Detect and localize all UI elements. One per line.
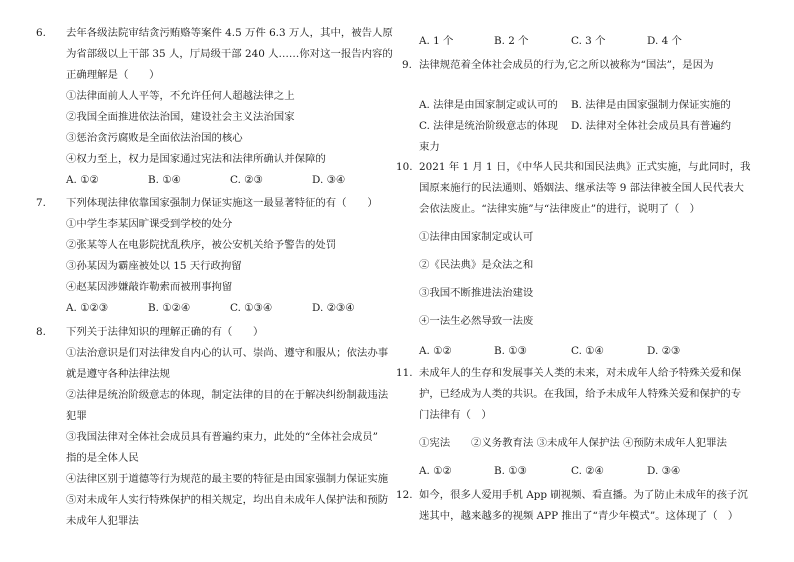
question-11-choice-d: D. ③④ [647,465,681,477]
question-7-item-1: ①中学生李某因旷课受到学校的处分 [66,218,233,230]
question-8-item-3-line-1: ③我国法律对全体社会成员具有普遍约束力，此处的“全体社会成员” [66,431,378,443]
question-10-choice-a: A. ①② [419,345,452,357]
question-8-item-5-line-2: 未成年人犯罪法 [66,515,139,527]
question-10-choice-b: B. ①③ [494,345,527,357]
question-8-choice-d: D. 4 个 [647,35,682,47]
question-8-choice-a: A. 1 个 [419,35,454,47]
question-10-stem-line-1: 2021 年 1 月 1 日，《中华人民共和国民法典》正式实施，与此同时，我 [419,161,751,173]
question-11-stem-line-1: 未成年人的生存和发展事关人类的未来，对未成年人给予特殊关爱和保 [419,367,742,379]
question-8-item-3-line-2: 指的是全体人民 [66,452,139,464]
question-10-choice-d: D. ②③ [647,345,681,357]
question-11-stem-line-2: 护，已经成为人类的共识。在我国，给予未成年人特殊关爱和保护的专 [419,388,742,400]
question-10-stem-line-3: 会依法废止。“法律实施”与“法律废止”的进行，说明了（ ） [419,203,701,215]
question-12-number: 12. [396,489,413,501]
question-7-choice-c: C. ①③④ [230,302,273,314]
question-8-number: 8. [36,326,46,338]
question-11-choice-a: A. ①② [419,465,452,477]
question-7-choice-a: A. ①②③ [66,302,109,314]
question-10-choice-c: C. ①④ [571,345,604,357]
question-8-item-1-line-1: ①法治意识是们对法律发自内心的认可、崇尚、遵守和服从；依法办事 [66,347,389,359]
question-6-choice-a: A. ①② [66,174,99,186]
question-8-choice-c: C. 3 个 [571,35,606,47]
question-8-choice-b: B. 2 个 [494,35,529,47]
question-10-stem-line-2: 国原来施行的民法通则、婚姻法、继承法等 9 部法律被全国人民代表大 [419,182,744,194]
question-9-option-d-continued: 束力 [419,141,440,153]
question-6-item-2: ②我国全面推进依法治国，建设社会主义法治国家 [66,111,295,123]
question-6-choice-b: B. ①④ [148,174,181,186]
question-6-item-4: ④权力至上，权力是国家通过宪法和法律所确认并保障的 [66,153,326,165]
question-8-item-5-line-1: ⑤对未成年人实行特殊保护的相关规定，均出自未成年人保护法和预防 [66,494,389,506]
question-8-item-4: ④法律区别于道德等行为规范的最主要的特征是由国家强制力保证实施 [66,473,389,485]
question-9-stem: 法律规范着全体社会成员的行为,它之所以被称为“国法”，是因为 [419,59,714,71]
question-6-stem-line-1: 去年各级法院审结贪污贿赂等案件 4.5 万件 6.3 万人，其中，被告人原 [66,27,393,39]
question-10-item-3: ③我国不断推进法治建设 [419,287,534,299]
question-6-item-3: ③惩治贪污腐败是全面依法治国的核心 [66,132,243,144]
question-11-choice-b: B. ①③ [494,465,527,477]
question-7-item-4: ④赵某因涉嫌敲诈勒索而被刑事拘留 [66,281,233,293]
question-12-stem-line-2: 迷其中，越来越多的视频 APP 推出了“青少年模式”。这体现了（ ） [419,510,739,522]
question-9-option-d: D. 法律对全体社会成员具有普遍约 [571,120,732,132]
question-7-choice-d: D. ②③④ [312,302,355,314]
question-9-option-a: A. 法律是由国家制定或认可的 [419,99,558,111]
question-7-stem: 下列体现法律依靠国家强制力保证实施这一最显著特征的有（ ） [66,197,378,209]
question-10-item-2: ②《民法典》是众法之和 [419,259,534,271]
question-10-item-1: ①法律由国家制定或认可 [419,231,534,243]
question-6-stem-line-3: 正确理解是（ ） [66,69,160,81]
question-6-choice-d: D. ③④ [312,174,346,186]
question-8-item-2-line-1: ②法律是统治阶级意志的体现，制定法律的目的在于解决纠纷制裁违法 [66,389,389,401]
question-8-stem: 下列关于法律知识的理解正确的有（ ） [66,326,264,338]
question-7-number: 7. [36,197,46,209]
question-7-choice-b: B. ①②④ [148,302,191,314]
question-7-item-2: ②张某等人在电影院扰乱秩序，被公安机关给予警告的处罚 [66,239,337,251]
question-9-option-b: B. 法律是由国家强制力保证实施的 [571,99,731,111]
question-11-stem-line-3: 门法律有（ ） [419,409,492,421]
question-6-number: 6. [36,27,46,39]
question-8-item-1-line-2: 就是遵守各种法律法规 [66,368,170,380]
question-9-option-c: C. 法律是统治阶级意志的体现 [419,120,558,132]
question-11-choice-c: C. ②④ [571,465,604,477]
question-11-items: ①宪法 ②义务教育法 ③未成年人保护法 ④预防未成年人犯罪法 [419,437,727,449]
question-10-item-4: ④一法生必然导致一法废 [419,315,534,327]
question-12-stem-line-1: 如今，很多人爱用手机 App 刷视频、看直播。为了防止未成年的孩子沉 [419,489,748,501]
question-6-stem-line-2: 为省部级以上干部 35 人，厅局级干部 240 人……你对这一报告内容的 [66,48,393,60]
question-8-item-2-line-2: 犯罪 [66,410,87,422]
question-10-number: 10. [396,161,413,173]
question-9-number: 9. [402,59,412,71]
question-6-choice-c: C. ②③ [230,174,263,186]
question-7-item-3: ③孙某因为霸座被处以 15 天行政拘留 [66,260,242,272]
question-6-item-1: ①法律面前人人平等，不允许任何人超越法律之上 [66,90,295,102]
question-11-number: 11. [396,367,413,379]
